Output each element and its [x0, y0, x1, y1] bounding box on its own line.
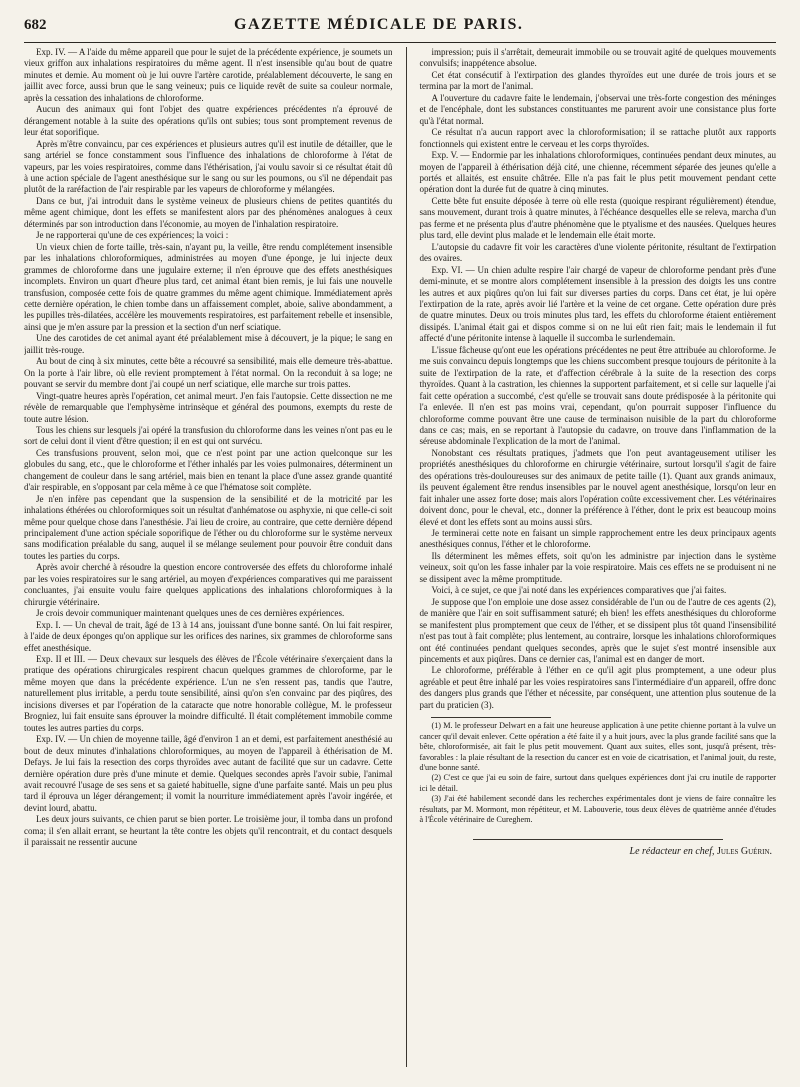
- article-paragraph: Tous les chiens sur lesquels j'ai opéré la transfusion du chloroforme dans les veines n'ont pas eu le sort de celui dont il vient d'être question; il en est qui ont survécu.: [24, 424, 393, 447]
- footnote: (3) J'ai été habilement secondé dans les recherches expérimentales dont je viens de faire connaître les résultats, par M. Mormont, mon répétiteur, et M. Labouverie, tous deux élèves de quatrième année d'études à l'École vétérinaire de Cureghem.: [419, 794, 776, 824]
- signature-label: Le rédacteur en chef,: [629, 846, 715, 858]
- article-paragraph: Ces transfusions prouvent, selon moi, que ce n'est point par une action quelconque sur les globules du sang, etc., que le chloroforme et l'éther inhalés par les voies pulmonaires, déterminent un changement de couleur dans le sang artériel, mais bien en tenant la place d'une assez grande quantité d'air respirable, en s'opposant par cela même à ce que l'hématose soit complète.: [24, 447, 393, 493]
- article-columns: [24, 47, 776, 1067]
- article-paragraph: Après avoir cherché à résoudre la question encore controversée des effets du chloroforme inhalé par les voies respiratoires sur le sang artériel, au moyen d'expériences comparatives qui me paraissent concluantes, j'ai ensuite voulu faire quelques applications des inhalations chloroformiques à la chirurgie vétérinaire.: [24, 562, 393, 607]
- article-paragraph: Je ne rapporterai qu'une de ces expériences; la voici :: [36, 230, 229, 241]
- header-rule: [24, 42, 776, 43]
- article-paragraph: Je terminerai cette note en faisant un simple rapprochement entre les deux principaux agents anesthésiques connus, l'éther et le chloroforme.: [419, 528, 776, 550]
- article-paragraph: Les deux jours suivants, ce chien parut se bien porter. Le troisième jour, il tomba dans un profond coma; il s'en allait errant, se heurtant la tête contre les objets qu'il rencontrait, et du contact desquels il paraissait ne ressentir aucune: [24, 814, 393, 848]
- article-paragraph: Le chloroforme, préférable à l'éther en ce qu'il agit plus promptement, a une odeur plus agréable et peut être inhalé par les voies respiratoires sans l'intermédiaire d'un appareil, offre donc des dangers plus grands que l'éther et nécessite, par conséquent, une attention plus soutenue de la part du praticien (3).: [419, 665, 776, 710]
- article-paragraph: Exp. II et III. — Deux chevaux sur lesquels des élèves de l'École vétérinaire s'exerçaient dans la pratique des opérations chirurgicales respirent chacun quelques grammes de chloroforme, par le même moyen que dans la précédente expérience. L'un ne s'en ressent pas, tandis que l'autre, naturellement plus irritable, a perdu toute sensibilité, ainsi qu'on s'en convainc par des piqûres, des incisions diverses et par l'opération de la cataracte que notre honorable collègue, M. le professeur Brogniez, lui fait ensuite sans éprouver la moindre difficulté. Il était complétement immobile comme toutes les autres parties du corps.: [24, 654, 393, 733]
- article-paragraph: Au bout de cinq à six minutes, cette bête a récouvré sa sensibilité, mais elle demeure très-abattue. On la porte à l'air libre, où elle revient promptement à l'état normal. On la reconduit à sa loge; ne pouvant se servir du membre dont j'ai coupé un nerf sciatique, elle marche sur trois pattes.: [24, 356, 393, 390]
- article-paragraph: L'autopsie du cadavre fit voir les caractères d'une violente péritonite, résultant de l'extirpation des ovaires.: [419, 241, 776, 264]
- article-paragraph: Je n'en infère pas cependant que la suspension de la sensibilité et de la motricité par les inhalations éthérées ou chloroformiques soit un résultat d'anhématose ou asphyxie, ni que celle-ci soit même pour quelque chose dans l'anesthésie. J'ai lieu de croire, au contraire, que cette dernière dépend principalement d'une action spéciale soporifique de l'éther ou du chloroforme sur le système nerveux sans modification préalable du sang, auquel il se mélange seulement pour pouvoir être conduit dans toutes les parties du corps.: [24, 493, 393, 561]
- article-paragraph: Après m'être convaincu, par ces expériences et plusieurs autres qu'il est inutile de détailler, que le sang artériel se fonce constamment sous l'influence des inhalations de chloroforme à l'état de vapeurs, par les voies respiratoires, comme dans l'éthérisation, j'ai voulu savoir si ce résultat était dû à une action spéciale de l'agent anesthésique sur le sang ou sur les poumons, ou s'il ne dépendait pas plutôt de la raréfaction de l'air respirable par les vapeurs de chloroforme y mélangées.: [24, 138, 393, 195]
- right-column: [406, 47, 776, 1067]
- signature-name: Jules Guérin.: [717, 846, 772, 858]
- left-column: [24, 47, 392, 1067]
- article-paragraph: Exp. IV. — A l'aide du même appareil que pour le sujet de la précédente expérience, je soumets un vieux griffon aux inhalations respiratoires du même agent. Il n'est insensible qu'au bout de quatre minutes et demie. Au moment où je lui ouvre l'artère carotide, préalablement découverte, le sang en jaillit avec force, aussi brun que le sang veineux; puis ce liquide revêt de suite sa couleur normale, après la cessation des inhalations de chloroforme.: [24, 47, 393, 103]
- footnote: (1) M. le professeur Delwart en a fait une heureuse application à une petite chienne portant à la vulve un cancer qu'il devait enlever. Cette opération a été faite il y a huit jours, avec la plus grande facilité sans que la bête, chloroformisée, ait fait le plus petit mouvement. Quant aux suites, elles sont, jusqu'à présent, très-favorables : la plaie résultant de la resection du cancer est en voie de cicatrisation, et l'animal jouit, du reste, d'une bonne santé.: [419, 721, 776, 772]
- footnote-rule: [431, 717, 551, 718]
- article-paragraph: L'issue fâcheuse qu'ont eue les opérations précédentes ne peut être attribuée au chloroforme. Je me suis convaincu depuis longtemps que les chiens succombent presque toujours de péritonite à la suite de l'extirpation de la rate, et d'affection cérébrale à la suite de la resection des corps thyroïdes. Quant à la castration, les chiennes la supportent parfaitement, et si celle sur laquelle j'ai fait cette opération a succombé, c'est qu'elle se trouvait sans doute prédisposée à la péritonite qui l'a enlevée. Il n'en est pas moins vrai, cependant, qu'on pourrait supposer l'influence du chloroforme comme pouvant être une cause de terminaison nuisible de la part du chloroforme dans ce cas; mais, en se reportant à l'autopsie du cadavre, on trouve dans l'inflammation de la séreuse abdominale l'explication de la mort de l'animal.: [419, 344, 776, 447]
- article-paragraph: Cet état consécutif à l'extirpation des glandes thyroïdes eut une durée de trois jours et se termina par la mort de l'animal.: [419, 69, 776, 92]
- article-paragraph: Je suppose que l'on emploie une dose assez considérable de l'un ou de l'autre de ces agents (2), de manière que l'air en soit suffisamment saturé; eh bien! les effets anesthésiques du chloroforme se manifestent plus promptement que ceux de l'éther, et se dissipent plus tôt quand l'insensibilité n'est pas tout à fait complète; plus lentement, au contraire, lorsque les inhalations chloroformiques ont été continuées pendant quelques secondes, après que le sujet s'est montré insensible aux pincements et aux piqûres. Dans ce dernier cas, l'animal est en danger de mort.: [419, 596, 776, 665]
- article-paragraph: Une des carotides de cet animal ayant été préalablement mise à découvert, je la pique; le sang en jaillit très-rouge.: [24, 333, 393, 355]
- article-paragraph: Je crois devoir communiquer maintenant quelques unes de ces dernières expériences.: [36, 608, 345, 619]
- signature-rule: [473, 839, 723, 840]
- article-paragraph: Exp. V. — Endormie par les inhalations chloroformiques, continuées pendant deux minutes, au moyen de l'appareil à éthérisation déjà cité, une chienne, récemment séparée des jeunes qu'elle a portés et allaités, est ensuite châtrée. Elle n'a pas fait le plus petit mouvement pendant cette opération dont la durée fut de quatre à cinq minutes.: [419, 150, 776, 195]
- article-paragraph: A l'ouverture du cadavre faite le lendemain, j'observai une très-forte congestion des méninges et de l'encéphale, dont les substances constituantes me parurent avoir une consistance plus forte qu'à l'état normal.: [419, 92, 776, 126]
- article-paragraph: Dans ce but, j'ai introduit dans le système veineux de plusieurs chiens de petites quantités du même agent chimique, dont les effets se manifestent alors par des phénomènes analogues à ceux déterminés par son introduction dans l'économie, au moyen de l'inhalation respiratoire.: [24, 195, 393, 229]
- article-paragraph: Exp. I. — Un cheval de trait, âgé de 13 à 14 ans, jouissant d'une bonne santé. On lui fait respirer, à l'aide de deux éponges qu'on applique sur les orifices des narines, six grammes de chloroforme sans effet anesthésique.: [24, 619, 393, 653]
- article-paragraph: Vingt-quatre heures après l'opération, cet animal meurt. J'en fais l'autopsie. Cette dissection ne me révèle de remarquable que l'emphysème intrinsèque et général des poumons, exempts du reste de toute autre lésion.: [24, 390, 393, 424]
- footnote: (2) C'est ce que j'ai eu soin de faire, surtout dans quelques expériences dont j'ai cru inutile de rapporter ici le détail.: [419, 773, 776, 793]
- article-paragraph: impression; puis il s'arrêtait, demeurait immobile ou se trouvait agité de quelques mouvements convulsifs; inappétence absolue.: [419, 47, 776, 69]
- footnotes: [419, 721, 776, 825]
- article-paragraph: Voici, à ce sujet, ce que j'ai noté dans les expériences comparatives que j'ai faites.: [431, 585, 727, 596]
- article-paragraph: Exp. VI. — Un chien adulte respire l'air chargé de vapeur de chloroforme pendant près d'une demi-minute, et se montre alors complétement insensible à la pression des doigts les uns contre les autres et aux piqûres qu'on lui fait sur diverses parties du corps. Dans cet état, je lui opère l'extirpation de la rate, après avoir lié l'artère et la veine de cet organe. Cette opération dure près de quatre minutes. Deux ou trois minutes plus tard, les effets du chloroforme étaient entièrement dissipés. L'animal était gai et dispos comme si on ne lui eût rien fait; mais le lendemain il fut affecté d'une péritonite intense à laquelle il succomba le surlendemain.: [419, 264, 776, 344]
- right-column-body: [419, 47, 776, 711]
- running-title: GAZETTE MÉDICALE DE PARIS.: [234, 16, 524, 33]
- page-number: 682: [24, 17, 47, 33]
- article-paragraph: Un vieux chien de forte taille, très-sain, n'ayant pu, la veille, être rendu complétement insensible par les inhalations chloroformiques, administrées au moyen d'une éponge, je lui injecte deux grammes de chloroforme dans une jugulaire externe; il n'en éprouve que des effets anesthésiques incomplets. Environ un quart d'heure plus tard, cet animal étant bien remis, je lui fais une nouvelle transfusion, composée cette fois de quatre grammes du même agent chimique. Immédiatement après cette dernière opération, le chien tombe dans un affaissement complet, aboie, salive abondamment, a les pupilles très-dilatées, accélère les mouvements respiratoires, est parfaitement rebelle et insensible, ainsi que je m'en assure par la pression et la section d'un nerf sciatique.: [24, 241, 393, 332]
- editor-signature: [419, 846, 776, 857]
- article-paragraph: Ce résultat n'a aucun rapport avec la chloroformisation; il se rattache plutôt aux rapports fonctionnels qui existent entre le cerveau et les corps thyroïdes.: [419, 127, 776, 149]
- article-paragraph: Ils déterminent les mêmes effets, soit qu'on les administre par injection dans le système veineux, soit qu'on les fasse inhaler par la voie respiratoire. Mais ces effets ne se produisent ni ne se dissipent avec la même promptitude.: [419, 550, 776, 584]
- article-paragraph: Aucun des animaux qui font l'objet des quatre expériences précédentes n'a éprouvé de dérangement notable à la suite des opérations qu'ils ont subies; tous sont promptement revenus de leur état soporifique.: [24, 104, 393, 138]
- article-paragraph: Cette bête fut ensuite déposée à terre où elle resta (quoique respirant régulièrement) étendue, sans mouvement, durant trois à quatre minutes, à l'échéance desquelles elle se releva, marcha d'un pas ferme et ne présenta plus d'autre phénomène que le ptyalisme et des nausées. Quelques heures plus tard, elle devint plus malade et le lendemain elle était morte.: [419, 195, 776, 241]
- page-header: [24, 16, 776, 40]
- article-paragraph: Exp. IV. — Un chien de moyenne taille, âgé d'environ 1 an et demi, est parfaitement anesthésié au bout de deux minutes d'inhalations chloroformiques, au moyen de l'appareil à éthérisation de M. Defays. Je lui fais la resection des corps thyroïdes avec autant de facilité que sur un cadavre. Cette dernière opération dure près d'une minute et demie. Quelques secondes après l'avoir subie, l'animal avait recouvré l'usage de ses sens et sa gaieté habituelle, signe d'une parfaite santé. Mais un peu plus tard il éprouva un léger dérangement; il vomit la nourriture immédiatement après l'avoir ingérée, et devint lourd, abattu.: [24, 734, 393, 813]
- article-paragraph: Nonobstant ces résultats pratiques, j'admets que l'on peut avantageusement utiliser les propriétés anesthésiques du chloroforme en chirurgie vétérinaire, surtout lorsqu'il s'agit de faire des opérations très-douloureuses sur des animaux de petite taille (1). Quant aux grands animaux, ils peuvent également être rendus insensibles par le nouvel agent anesthésique, lorsqu'on leur en fait inhaler une assez forte dose; mais alors l'opération coûte excessivement cher. Les vétérinaires doivent donc, pour le cheval, etc., donner la préférence à l'éther, dont le prix est beaucoup moins élevé et dont les effets sont au moins aussi sûrs.: [419, 447, 776, 527]
